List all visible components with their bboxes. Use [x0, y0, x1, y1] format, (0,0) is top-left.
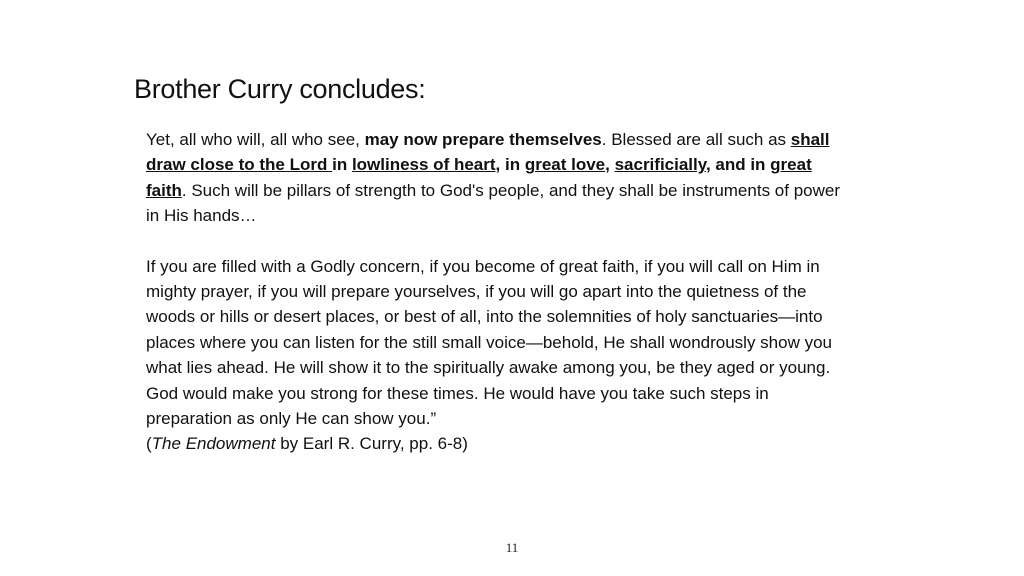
- emphasis-in: in: [332, 155, 352, 175]
- emphasis-and-in: , and in: [705, 155, 771, 175]
- quote-body: [146, 127, 856, 457]
- emphasis-draw-close: shall draw close to the Lord: [146, 130, 830, 175]
- emphasis-comma: ,: [605, 155, 615, 175]
- emphasis-sacrificially: sacrificially: [614, 155, 706, 175]
- citation-title: The Endowment: [151, 434, 276, 454]
- emphasis-comma-in: , in: [495, 155, 525, 175]
- slide-title: Brother Curry concludes:: [134, 74, 426, 104]
- text-run: Yet, all who will, all who see,: [146, 130, 365, 149]
- text-run: . Such will be pillars of strength to God's people, and they shall be instruments of power in His hands…: [146, 180, 840, 226]
- text-run: . Blessed are all such as: [601, 130, 791, 149]
- page-number: 11: [505, 540, 519, 555]
- citation-rest: by Earl R. Curry, pp. 6-8): [275, 434, 468, 454]
- text-run: If you are filled with a Godly concern, if you become of great faith, if you will call on Him in mighty prayer, if you will prepare yourselves, if you will go apart into the quietness of the woods or hills or desert places, or best of all, into the solemnities of holy sanctuaries—into places where you can listen for the still small voice—behold, He shall wondrously show you what lies ahead. He will show it to the spiritually awake among you, be they aged or young. God would make you strong for these times. He would have you take such steps in preparation as only He can show you.”: [146, 256, 833, 429]
- emphasis-great-love: great love: [524, 155, 606, 175]
- citation-open: (: [146, 434, 152, 454]
- emphasis-great-faith: great faith: [146, 155, 812, 200]
- emphasis-prepare-themselves: may now prepare themselves: [364, 130, 602, 149]
- quote-paragraph-2: [146, 254, 856, 457]
- quote-paragraph-1: [146, 127, 856, 229]
- emphasis-lowliness-of-heart: lowliness of heart: [351, 155, 496, 175]
